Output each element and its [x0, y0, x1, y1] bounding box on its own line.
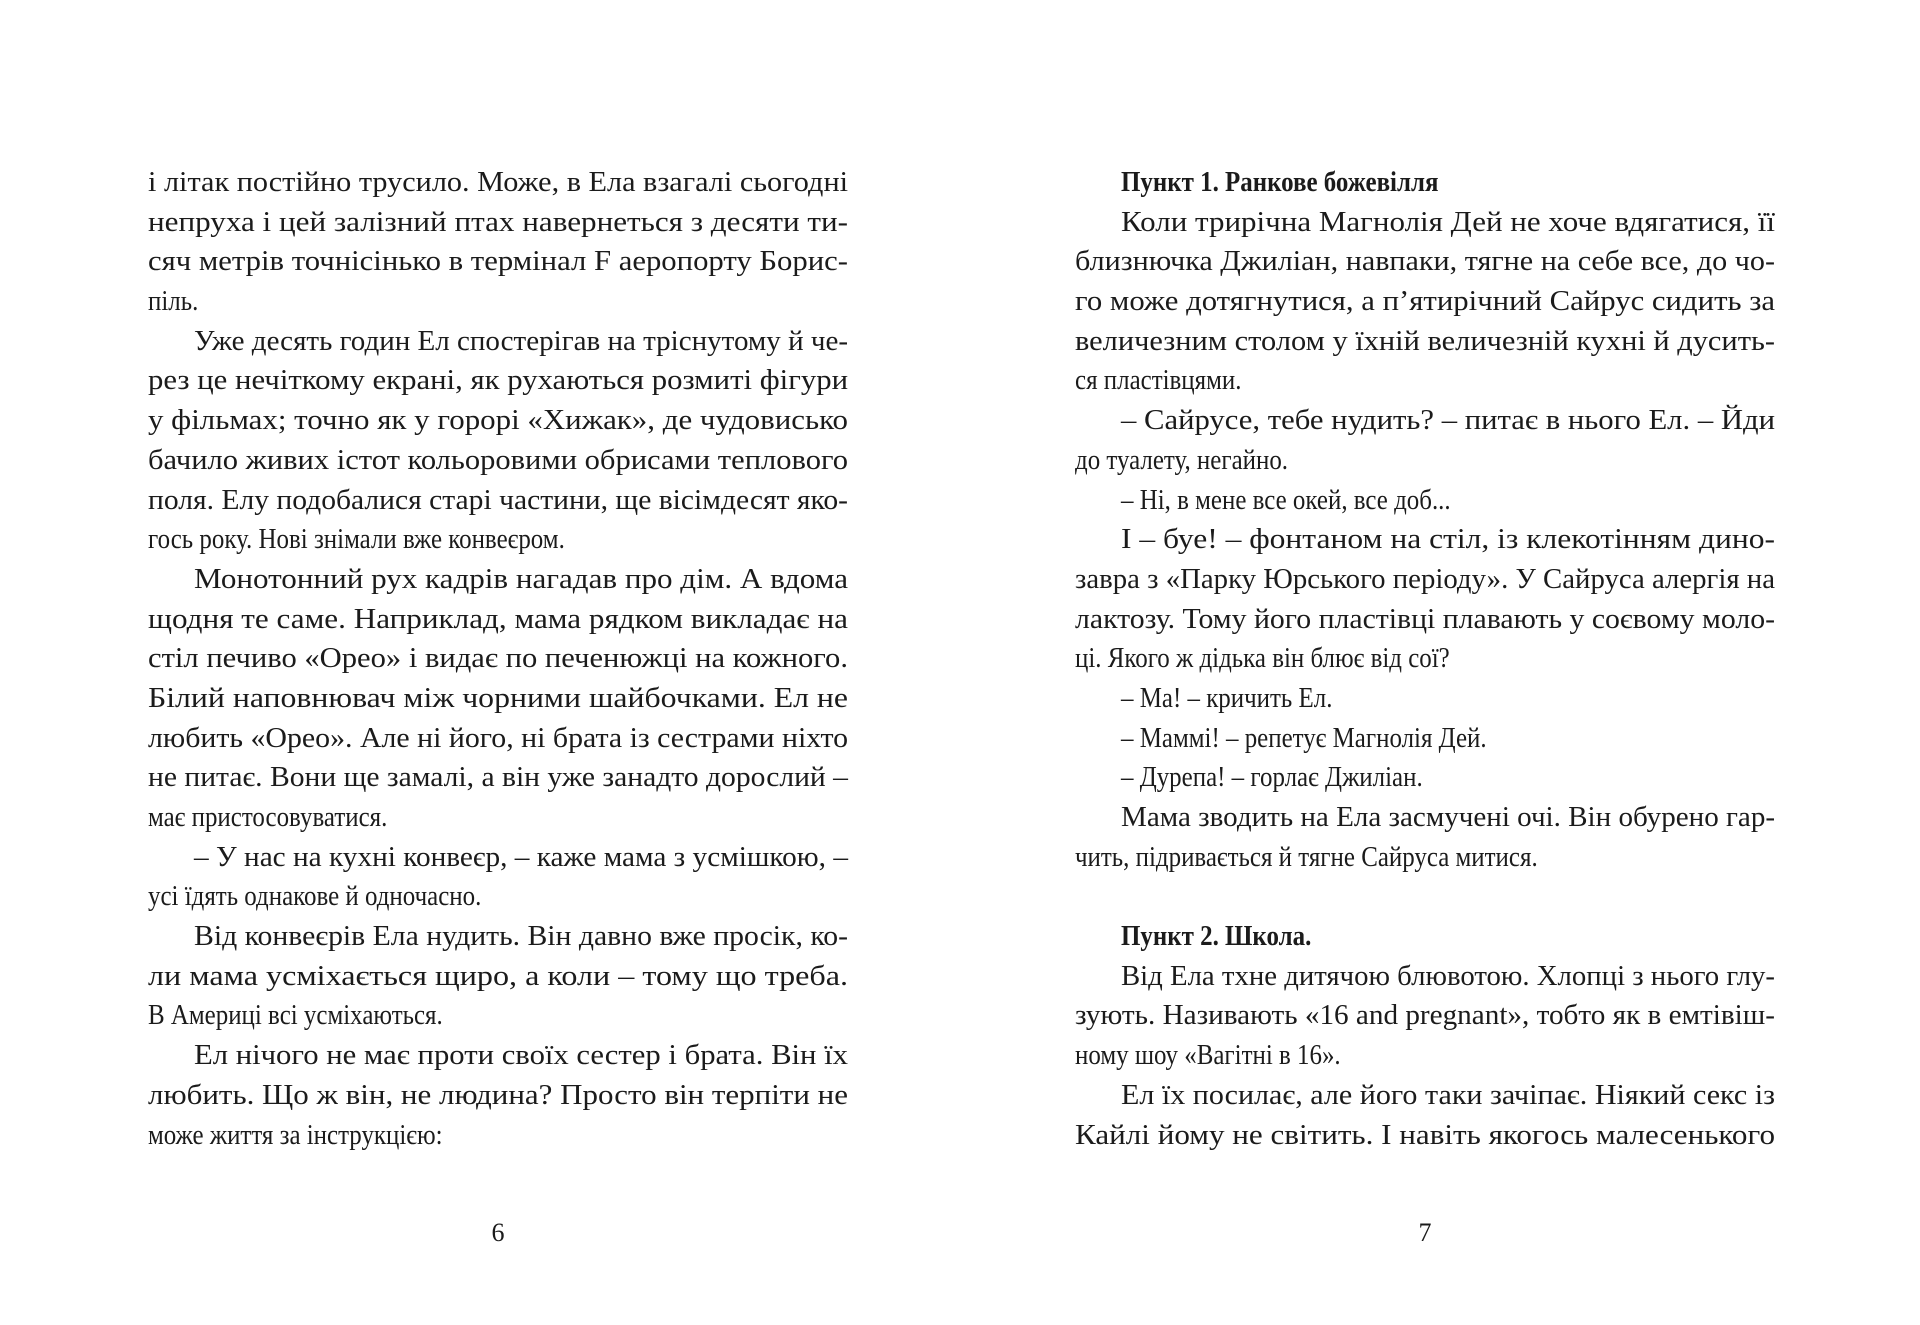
- text-line: [148, 838, 848, 878]
- line-text: Кайлі йому не світить. І навіть якогось малесенького: [1075, 1118, 1776, 1151]
- line-text: Пункт 2. Школа.: [1121, 920, 1312, 953]
- line-text: у фільмах; точно як у горорі «Хижак», де чудовисько: [148, 404, 848, 437]
- left-page-text: [148, 163, 848, 1155]
- text-line: [1075, 322, 1775, 362]
- page-number-left: 6: [491, 1218, 505, 1247]
- line-text: рез це нечіткому екрані, як рухаються розмиті фігури: [148, 364, 849, 397]
- line-text: поля. Елу подобалися старі частини, ще вісімдесят яко-: [148, 483, 849, 516]
- text-line: [1075, 679, 1775, 719]
- line-text: стіл печиво «Орео» і видає по печенюжці на кожного.: [148, 642, 848, 675]
- text-line: [148, 322, 848, 362]
- line-text: сяч метрів точнісінько в термінал F аеропорту Борис-: [148, 245, 848, 278]
- left-page: [148, 0, 848, 1325]
- line-text: Від Ела тхне дитячою блювотою. Хлопці з нього глу-: [1121, 959, 1776, 992]
- text-line: [1075, 719, 1775, 759]
- line-text: ці. Якого ж дідька він блює від сої?: [1075, 642, 1450, 675]
- line-text: – У нас на кухні конвеєр, – каже мама з усмішкою, –: [194, 840, 848, 873]
- line-text: – Сайрусе, тебе нудить? – питає в нього Ел. – Йди: [1121, 404, 1775, 437]
- text-line: [148, 877, 848, 917]
- text-line: [148, 957, 848, 997]
- blank-line: [1075, 877, 1775, 917]
- text-line: [1075, 996, 1775, 1036]
- text-line: [148, 1036, 848, 1076]
- text-line: [148, 639, 848, 679]
- text-line: [148, 520, 848, 560]
- text-line: [148, 798, 848, 838]
- text-line: [1075, 957, 1775, 997]
- text-line: [1075, 203, 1775, 243]
- text-line: [148, 1076, 848, 1116]
- line-text: Уже десять годин Ел спостерігав на тріснутому й че-: [194, 324, 849, 357]
- line-text: не питає. Вони ще замалі, а він уже занадто дорослий –: [148, 761, 848, 794]
- line-text: Від конвеєрів Ела нудить. Він давно вже просік, ко-: [194, 920, 848, 953]
- line-text: Ел нічого не має проти своїх сестер і брата. Він їх: [194, 1039, 848, 1072]
- text-line: [1075, 1076, 1775, 1116]
- text-line: [1075, 242, 1775, 282]
- text-line: [148, 560, 848, 600]
- text-line: [1075, 1036, 1775, 1076]
- line-text: – Маммі! – репетує Магнолія Дей.: [1121, 721, 1487, 754]
- text-line: [1075, 838, 1775, 878]
- line-text: близнючка Джиліан, навпаки, тягне на себе все, до чо-: [1075, 245, 1775, 278]
- line-text: – Дурепа! – горлає Джиліан.: [1121, 761, 1423, 794]
- line-text: ному шоу «Вагітні в 16».: [1075, 1039, 1341, 1072]
- text-line: [148, 917, 848, 957]
- page-number-right: 7: [1418, 1218, 1432, 1247]
- section-heading: [1075, 917, 1775, 957]
- text-line: [1075, 798, 1775, 838]
- line-text: чить, підривається й тягне Сайруса митися.: [1075, 840, 1538, 873]
- text-line: [148, 679, 848, 719]
- line-text: Коли трирічна Магнолія Дей не хоче вдягатися, її: [1121, 205, 1775, 238]
- text-line: [1075, 758, 1775, 798]
- line-text: гось року. Нові знімали вже конвеєром.: [148, 523, 565, 556]
- line-text: – Ні, в мене все окей, все доб...: [1121, 483, 1451, 516]
- line-text: величезним столом у їхній величезній кухні й дусить-: [1075, 324, 1775, 357]
- text-line: [1075, 481, 1775, 521]
- line-text: Мама зводить на Ела засмучені очі. Він обурено гар-: [1121, 801, 1776, 833]
- line-text: В Америці всі усміхаються.: [148, 999, 443, 1032]
- line-text: піль.: [148, 285, 199, 318]
- line-text: Монотонний рух кадрів нагадав про дім. А вдома: [194, 562, 848, 595]
- right-page-text: [1075, 163, 1775, 1155]
- text-line: [148, 719, 848, 759]
- text-line: [1075, 1116, 1775, 1156]
- line-text: Пункт 1. Ранкове божевілля: [1121, 166, 1439, 198]
- line-text: завра з «Парку Юрського періоду». У Сайруса алергія на: [1075, 562, 1776, 595]
- text-line: [148, 203, 848, 243]
- text-line: [1075, 560, 1775, 600]
- text-line: [148, 1116, 848, 1156]
- line-text: непруха і цей залізний птах навернеться з десяти ти-: [148, 205, 848, 238]
- text-line: [1075, 361, 1775, 401]
- line-text: Білий наповнювач між чорними шайбочками. Ел не: [148, 681, 849, 714]
- line-text: ли мама усміхається щиро, а коли – тому що треба.: [148, 959, 849, 992]
- text-line: [148, 996, 848, 1036]
- line-text: любить «Орео». Але ні його, ні брата із сестрами ніхто: [148, 721, 849, 754]
- line-text: щодня те саме. Наприклад, мама рядком викладає на: [148, 602, 848, 635]
- line-text: бачило живих істот кольоровими обрисами теплового: [148, 443, 849, 476]
- line-text: і літак постійно трусило. Може, в Ела взагалі сьогодні: [148, 166, 849, 198]
- text-line: [1075, 441, 1775, 481]
- line-text: Ел їх посилає, але його таки зачіпає. Ніякий секс із: [1121, 1078, 1775, 1111]
- line-text: лактозу. Тому його пластівці плавають у соєвому моло-: [1075, 602, 1775, 635]
- text-line: [148, 361, 848, 401]
- right-page: [1075, 0, 1775, 1325]
- text-line: [148, 758, 848, 798]
- text-line: [148, 163, 848, 203]
- line-text: зують. Називають «16 and pregnant», тобто як в емтівіш-: [1075, 999, 1775, 1032]
- text-line: [1075, 639, 1775, 679]
- text-line: [1075, 600, 1775, 640]
- text-line: [1075, 282, 1775, 322]
- line-text: може життя за інструкцією:: [148, 1118, 443, 1151]
- line-text: – Ма! – кричить Ел.: [1121, 681, 1333, 714]
- text-line: [148, 600, 848, 640]
- text-line: [1075, 401, 1775, 441]
- line-text: усі їдять однакове й одночасно.: [148, 880, 482, 913]
- text-line: [148, 401, 848, 441]
- line-text: ся пластівцями.: [1075, 364, 1242, 397]
- line-text: до туалету, негайно.: [1075, 443, 1289, 476]
- line-text: любить. Що ж він, не людина? Просто він терпіти не: [148, 1078, 848, 1111]
- text-line: [148, 441, 848, 481]
- line-text: І – буе! – фонтаном на стіл, із клекотінням дино-: [1121, 523, 1776, 556]
- line-text: має пристосовуватися.: [148, 801, 388, 833]
- section-heading: [1075, 163, 1775, 203]
- text-line: [148, 242, 848, 282]
- line-text: го може дотягнутися, а п’ятирічний Сайрус сидить за: [1075, 285, 1775, 318]
- text-line: [148, 282, 848, 322]
- text-line: [148, 481, 848, 521]
- text-line: [1075, 520, 1775, 560]
